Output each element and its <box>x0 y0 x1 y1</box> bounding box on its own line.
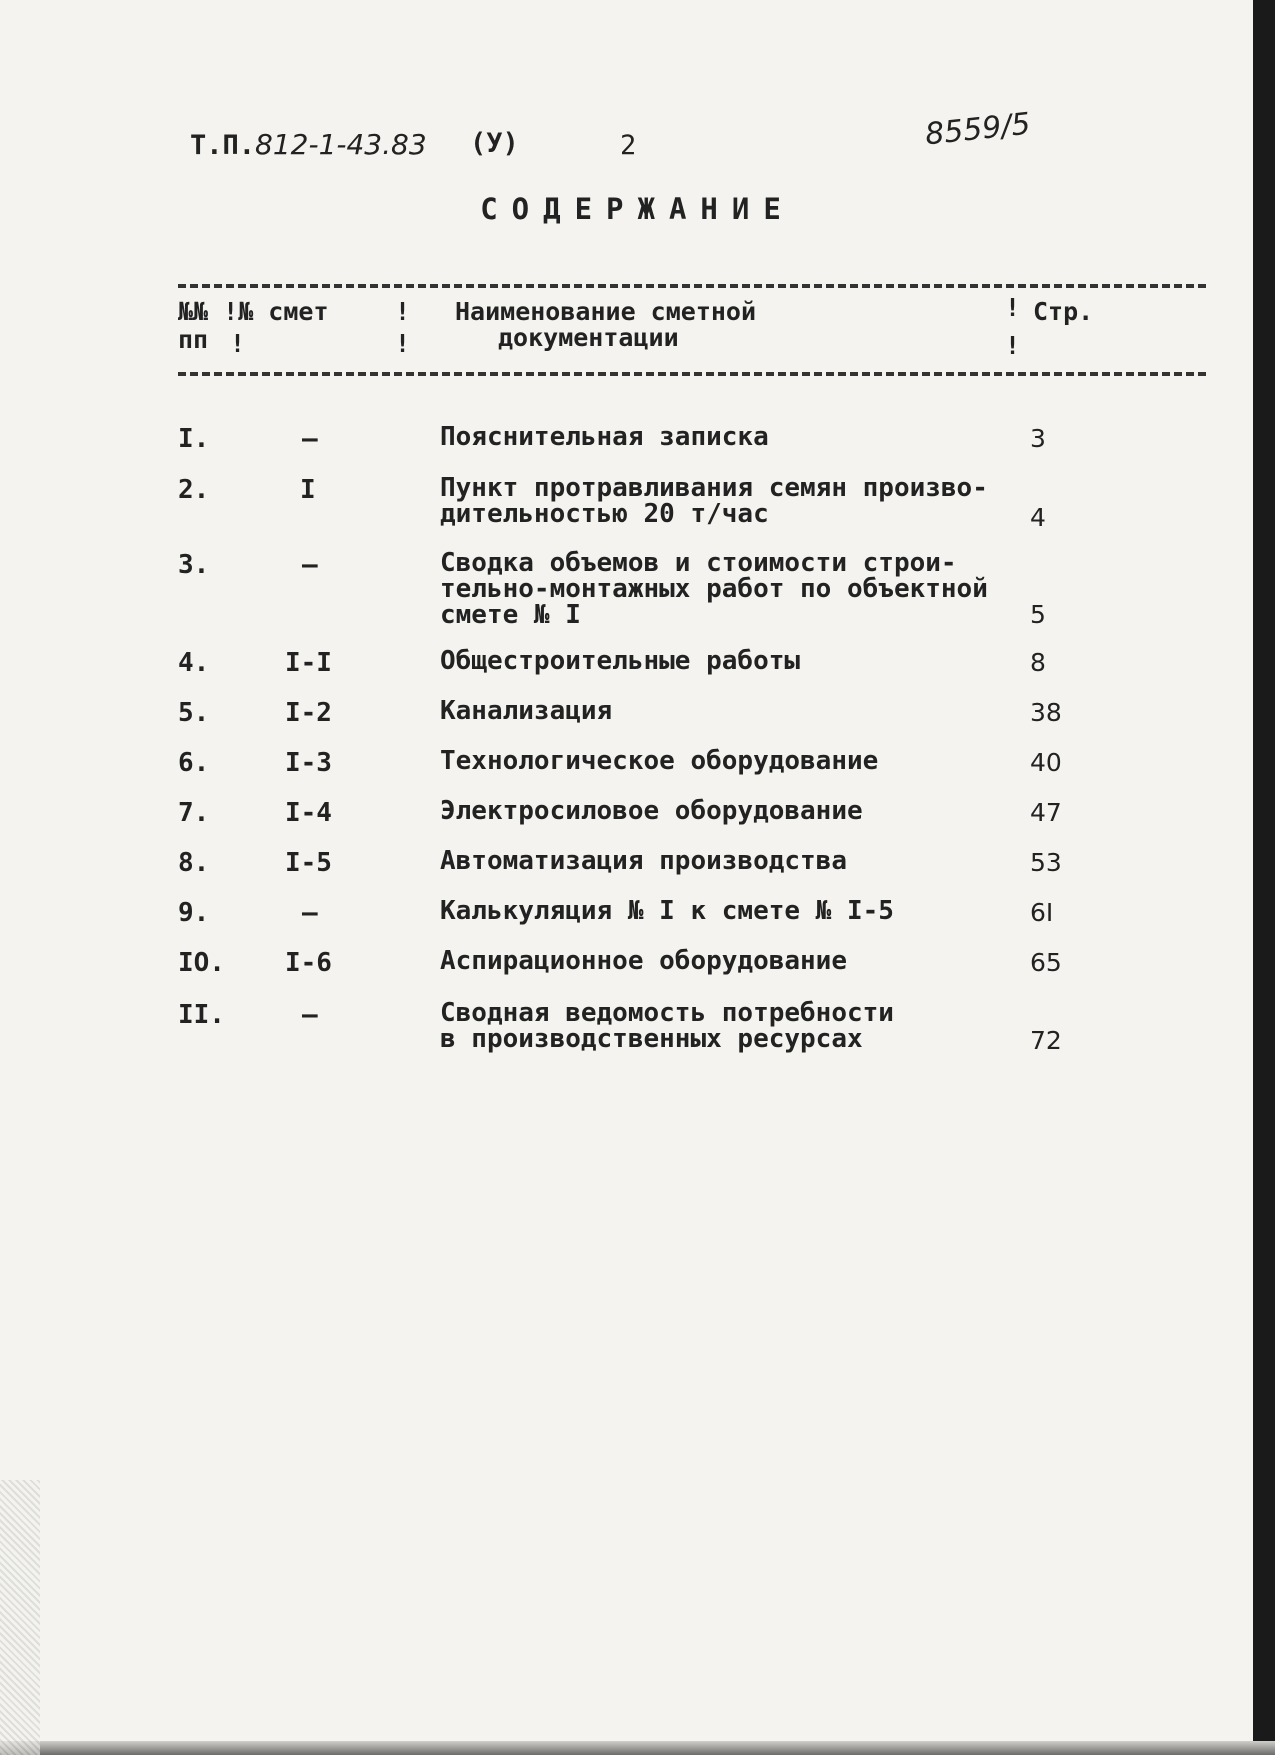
row-title: Канализация <box>440 696 613 726</box>
document-code-handwritten: 812-1-43.83 <box>255 128 427 161</box>
row-number: I. <box>178 424 210 454</box>
column-header-name-line2: документации <box>498 323 679 352</box>
scan-noise <box>0 1480 40 1755</box>
row-estimate-number: I-6 <box>285 948 332 978</box>
row-page: 53 <box>1030 848 1062 877</box>
row-number: 4. <box>178 648 210 678</box>
scan-edge-bottom <box>0 1741 1275 1755</box>
row-page: 6I <box>1030 898 1054 927</box>
row-number: 6. <box>178 748 210 778</box>
row-number: 7. <box>178 798 210 828</box>
row-title: Технологическое оборудование <box>440 746 879 776</box>
row-title: Калькуляция № I к смете № I-5 <box>440 896 894 926</box>
row-number: 3. <box>178 550 210 580</box>
document-code <box>190 128 427 161</box>
row-estimate-number: – <box>302 550 318 580</box>
row-estimate-number: I-2 <box>285 698 332 728</box>
row-number: II. <box>178 1000 225 1030</box>
page-title: СОДЕРЖАНИЕ <box>480 192 795 226</box>
table-divider-bottom <box>178 372 1206 376</box>
row-estimate-number: I-4 <box>285 798 332 828</box>
row-title: Пункт протравливания семян произво- дительностью 20 т/час <box>440 473 988 529</box>
row-page: 40 <box>1030 748 1062 777</box>
row-estimate-number: I-5 <box>285 848 332 878</box>
row-page: 47 <box>1030 798 1062 827</box>
table-divider-top <box>178 284 1206 288</box>
column-separator: ! <box>1005 293 1021 322</box>
row-title: Общестроительные работы <box>440 646 801 676</box>
column-header-page: Стр. <box>1033 297 1094 326</box>
column-header-number: №№ !№ смет <box>178 297 329 326</box>
row-title: Сводная ведомость потребности в производственных ресурсах <box>440 998 894 1054</box>
row-estimate-number: – <box>302 424 318 454</box>
row-page: 72 <box>1030 1026 1062 1055</box>
column-separator: ! <box>230 329 246 358</box>
row-number: IO. <box>178 948 225 978</box>
document-code-prefix: Т.П. <box>190 130 256 161</box>
column-separator: ! <box>1005 331 1021 360</box>
column-separator: ! <box>395 329 411 358</box>
row-estimate-number: I-3 <box>285 748 332 778</box>
row-page: 8 <box>1030 648 1046 677</box>
row-page: 5 <box>1030 600 1046 629</box>
row-number: 9. <box>178 898 210 928</box>
row-title: Автоматизация производства <box>440 846 847 876</box>
row-estimate-number: I-I <box>285 648 332 678</box>
row-page: 4 <box>1030 503 1046 532</box>
row-number: 2. <box>178 475 210 505</box>
row-title: Аспирационное оборудование <box>440 946 847 976</box>
scan-edge-dark <box>1253 0 1275 1755</box>
row-title: Электросиловое оборудование <box>440 796 863 826</box>
row-estimate-number: – <box>302 1000 318 1030</box>
handwritten-archive-number: 8559/5 <box>923 106 1033 153</box>
row-number: 5. <box>178 698 210 728</box>
row-number: 8. <box>178 848 210 878</box>
page-number: 2 <box>620 130 637 161</box>
row-title: Пояснительная записка <box>440 422 769 452</box>
column-header-name: Наименование сметной <box>455 297 757 326</box>
document-variant: (У) <box>470 128 519 159</box>
row-page: 38 <box>1030 698 1062 727</box>
column-header-number-line2: пп <box>178 325 209 354</box>
row-estimate-number: – <box>302 898 318 928</box>
column-separator: ! <box>395 297 411 326</box>
row-title: Сводка объемов и стоимости строи- тельно-монтажных работ по объектной смете № I <box>440 548 988 630</box>
row-page: 65 <box>1030 948 1062 977</box>
row-estimate-number: I <box>300 475 316 505</box>
row-page: 3 <box>1030 424 1046 453</box>
